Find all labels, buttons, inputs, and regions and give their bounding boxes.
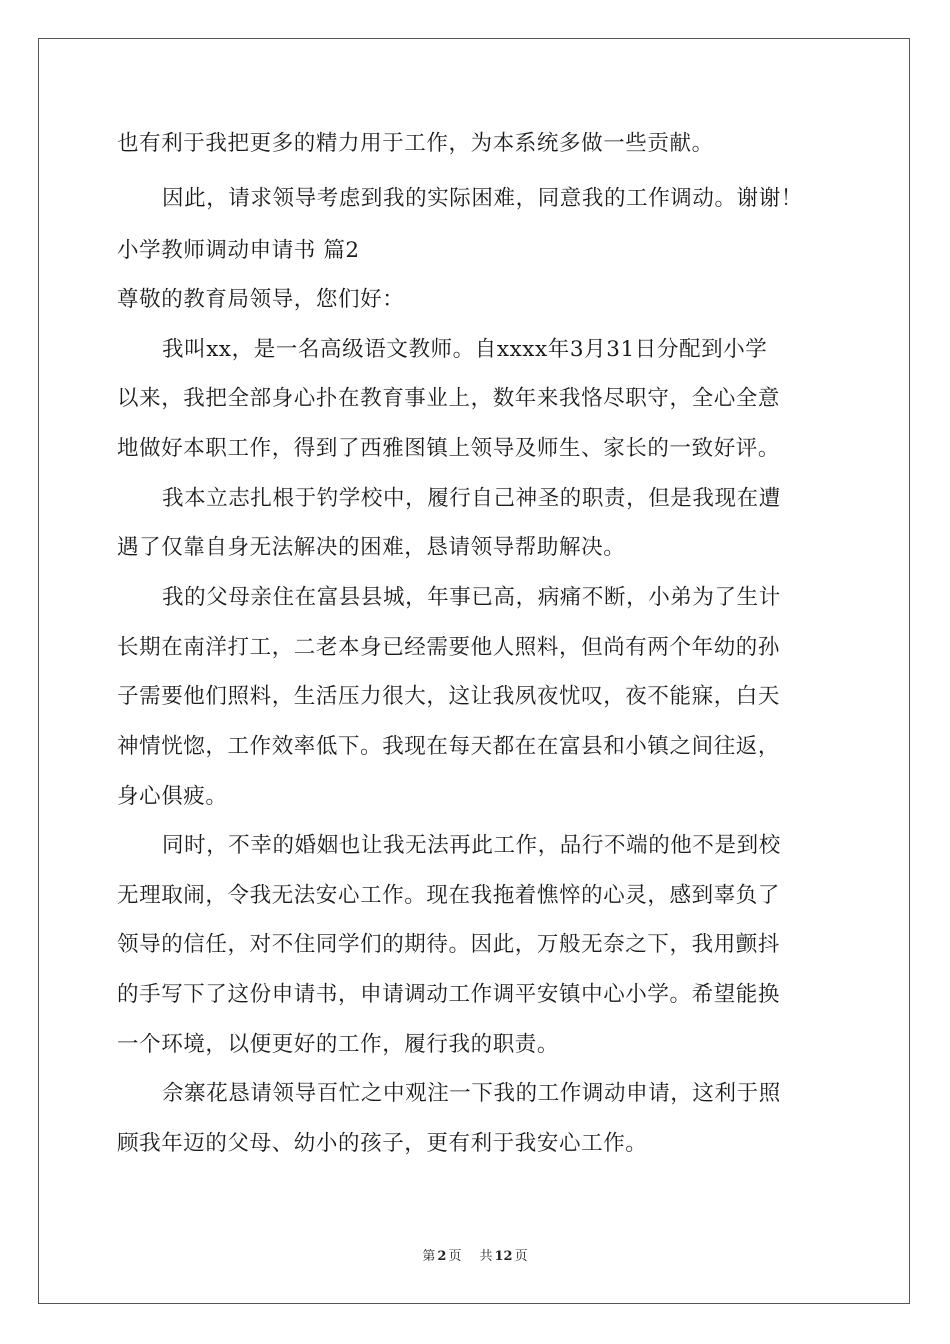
section-heading: 小学教师调动申请书 篇2	[117, 238, 360, 263]
text-line: 顾我年迈的父母、幼小的孩子，更有利于我安心工作。	[117, 1131, 648, 1156]
text-line: 遇了仅靠自身无法解决的困难，恳请领导帮助解决。	[117, 535, 626, 560]
page-number: 2	[437, 1249, 447, 1264]
text-line: 神情恍惚，工作效率低下。我现在每天都在在富县和小镇之间往返，	[117, 734, 781, 759]
text-line: 我的父母亲住在富县县城，年事已高，病痛不断，小弟为了生计	[162, 585, 781, 610]
text-line: 的手写下了这份申请书，申请调动工作调平安镇中心小学。希望能换	[117, 982, 781, 1007]
salutation: 尊敬的教育局领导，您们好：	[117, 287, 405, 312]
page-prefix: 第	[422, 1249, 436, 1264]
text-line: 无理取闹，令我无法安心工作。现在我拖着憔悴的心灵，感到辜负了	[117, 883, 781, 908]
total-prefix: 共	[479, 1249, 493, 1264]
text-line: 以来，我把全部身心扑在教育事业上，数年来我恪尽职守，全心全意	[117, 386, 781, 411]
total-suffix: 页	[514, 1249, 528, 1264]
text-line: 同时，不幸的婚姻也让我无法再此工作，品行不端的他不是到校	[162, 833, 781, 858]
text-line: 佘寨花恳请领导百忙之中观注一下我的工作调动申请，这利于照	[162, 1081, 781, 1106]
text-line: 领导的信任，对不住同学们的期待。因此，万般无奈之下，我用颤抖	[117, 932, 781, 957]
text-line: 也有利于我把更多的精力用于工作，为本系统多做一些贡献。	[117, 131, 714, 156]
text-line: 我本立志扎根于钓学校中，履行自己神圣的职责，但是我现在遭	[162, 486, 781, 511]
text-line: 一个环境，以便更好的工作，履行我的职责。	[117, 1032, 560, 1057]
page-suffix: 页	[448, 1249, 462, 1264]
text-line: 子需要他们照料，生活压力很大，这让我夙夜忧叹，夜不能寐，白天	[117, 684, 781, 709]
text-line: 因此，请求领导考虑到我的实际困难，同意我的工作调动。谢谢！	[162, 186, 803, 211]
text-line: 身心俱疲。	[117, 784, 228, 809]
text-line: 地做好本职工作，得到了西雅图镇上领导及师生、家长的一致好评。	[117, 436, 781, 461]
total-pages: 12	[494, 1249, 513, 1264]
text-line: 我叫xx，是一名高级语文教师。自xxxx年3月31日分配到小学	[162, 337, 768, 362]
page-footer	[0, 1248, 950, 1266]
page-border	[38, 38, 910, 1304]
text-line: 长期在南洋打工，二老本身已经需要他人照料，但尚有两个年幼的孙	[117, 635, 781, 660]
